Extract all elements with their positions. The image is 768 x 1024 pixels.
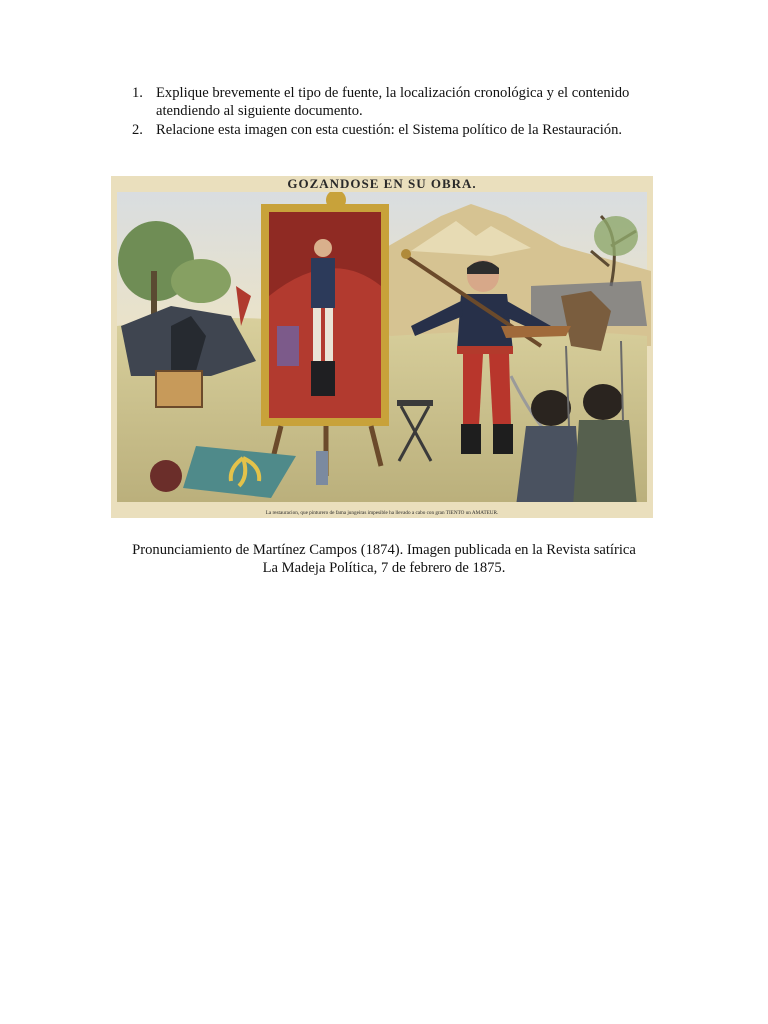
question-text: Relacione esta imagen con esta cuestión: el Sistema político de la Restauración. — [156, 122, 623, 138]
king-boots — [311, 361, 335, 396]
king-head — [314, 239, 332, 257]
general-boot — [493, 424, 513, 454]
soldier-body — [573, 420, 637, 506]
figure-caption — [100, 541, 668, 577]
question-item-1 — [128, 84, 688, 120]
king-leg — [325, 308, 333, 363]
satirical-illustration — [111, 176, 653, 518]
question-number: 1. — [132, 85, 143, 101]
soldier-hat — [531, 390, 571, 426]
stool-seat — [397, 400, 433, 406]
illustration-title: GOZANDOSE EN SU OBRA. — [287, 176, 477, 191]
general-sash — [457, 346, 513, 354]
caption-line-2: La Madeja Política, 7 de febrero de 1875. — [262, 560, 506, 576]
question-item-2 — [128, 121, 688, 139]
helmet — [150, 460, 182, 492]
illustration-drawing — [111, 176, 653, 518]
paint-box — [156, 371, 202, 407]
question-number: 2. — [132, 122, 143, 138]
soldier-body — [516, 426, 581, 506]
question-list — [128, 84, 688, 140]
tree-left — [171, 259, 231, 303]
king-leg — [313, 308, 321, 363]
king-coat — [311, 258, 335, 308]
question-text: Explique brevemente el tipo de fuente, la localización cronológica y el contenido atendiendo al siguiente documento. — [156, 85, 630, 119]
paintbrush-tip — [401, 249, 411, 259]
general-boot — [461, 424, 481, 454]
caption-line-1: Pronunciamiento de Martínez Campos (1874). Imagen publicada en la Revista satírica — [132, 542, 636, 558]
tree-right-foliage — [594, 216, 638, 256]
illustration-caption: La restauracion, que pinturero de fama jungeiras impesible ha llevado a cabo con gran TIENTO un AMATEUR. — [265, 510, 499, 516]
coat-of-arms — [277, 326, 299, 366]
crown-ornament — [326, 190, 346, 210]
bottle — [316, 451, 328, 485]
soldier-hat — [583, 384, 623, 420]
